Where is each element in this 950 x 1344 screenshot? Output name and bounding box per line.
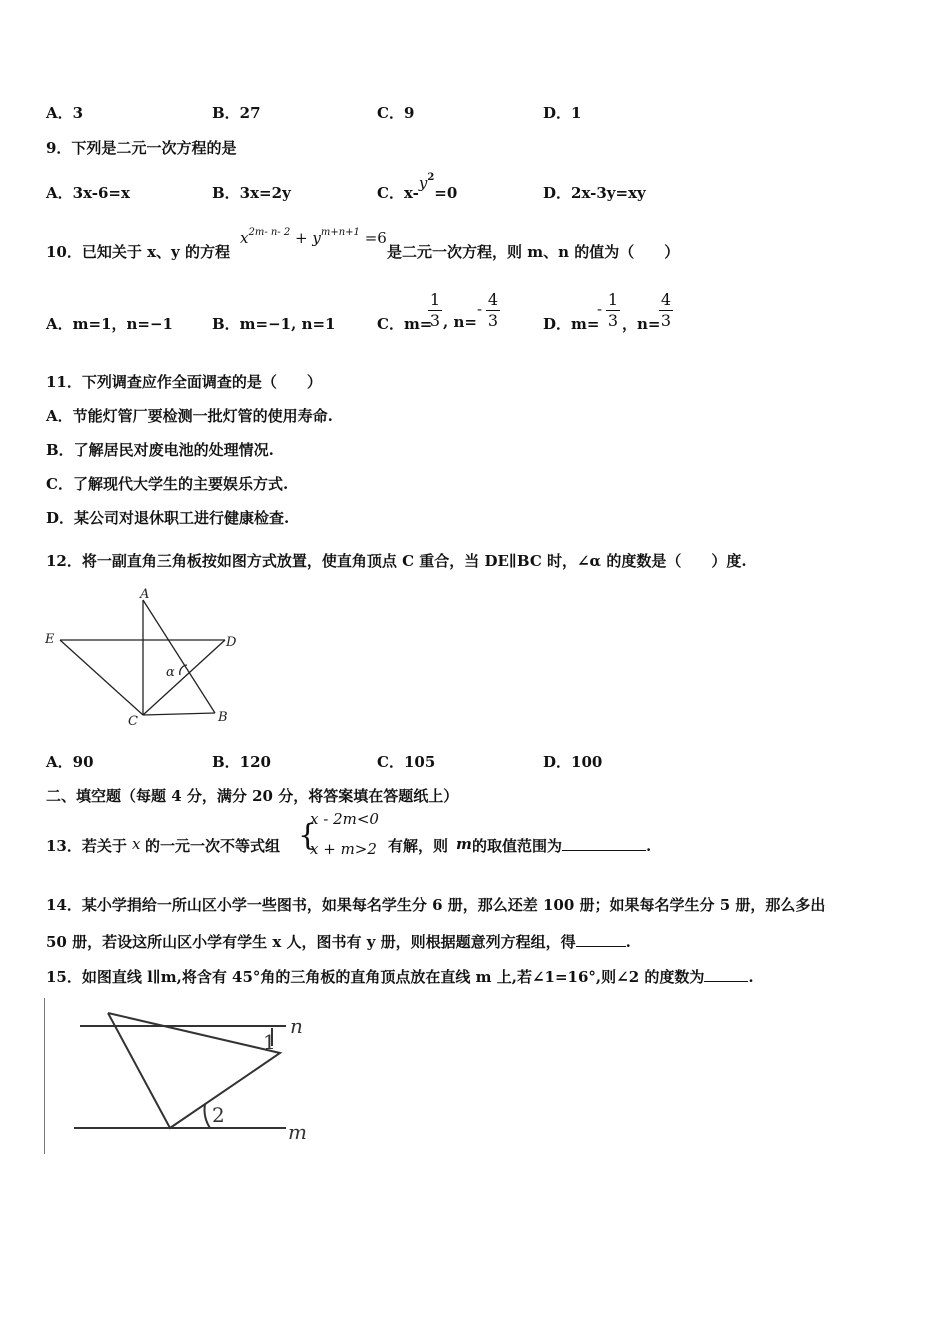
q10-equation: $x^{2m- n- 2} + y^{m+n+1} =6$	[240, 227, 387, 247]
q15-answer-blank[interactable]	[704, 981, 748, 982]
q11-stem: 11．下列调查应作全面调查的是（ ）	[46, 373, 322, 391]
label-b: B	[218, 710, 228, 725]
q10-option-c-fraction-1: 1 3	[429, 290, 441, 330]
triangle-ruler	[108, 1013, 280, 1128]
q10-option-d-fraction-1: 1 3	[607, 290, 619, 330]
q13-stem-mid2: 有解，则	[388, 837, 449, 855]
line-ab	[143, 600, 215, 713]
q10-option-c-prefix: C．m=	[377, 315, 433, 333]
section-2-heading: 二、填空题（每题 4 分，满分 20 分，将答案填在答题纸上）	[46, 787, 459, 805]
label-angle-1: 1	[263, 1030, 276, 1054]
line-ec	[60, 640, 143, 715]
q13-answer-blank[interactable]	[562, 850, 646, 851]
q10-stem-suffix: 是二元一次方程，则 m、n 的值为（ ）	[387, 243, 680, 261]
q10-option-d-prefix: D．m=	[543, 315, 600, 333]
label-d: D	[226, 635, 237, 650]
q13-inequality-2: x + m>2	[310, 840, 377, 858]
label-e: E	[45, 632, 55, 647]
q10-option-c-fraction-2: 4 3	[487, 290, 499, 330]
q15-parallel-lines-figure	[60, 998, 320, 1148]
q8-option-d: D．1	[543, 104, 582, 122]
q9-option-c: C．$x-y^2=0$	[377, 172, 458, 202]
label-n: n	[290, 1014, 303, 1038]
label-alpha: α	[166, 665, 175, 680]
q13-brace: {	[298, 818, 318, 853]
q10-option-b: B．m=−1, n=1	[212, 315, 336, 333]
q11-option-c: C．了解现代大学生的主要娱乐方式.	[46, 475, 289, 493]
q13-var-x: x	[132, 835, 141, 853]
q13-stem-suffix: 的取值范围为 .	[472, 837, 652, 855]
label-angle-2: 2	[212, 1103, 225, 1127]
q10-stem-prefix: 10．已知关于 x、y 的方程	[46, 243, 230, 261]
label-m: m	[288, 1120, 307, 1144]
label-a: A	[140, 587, 150, 602]
q14-line-1: 14．某小学捐给一所山区小学一些图书，如果每名学生分 6 册，那么还差 100 册；如果每名学生分 5 册，那么多出	[46, 896, 826, 914]
q12-triangle-figure	[40, 585, 250, 730]
label-c: C	[128, 714, 138, 729]
q8-option-a: A．3	[46, 104, 84, 122]
q13-stem-prefix: 13．若关于	[46, 837, 127, 855]
figure-margin-line	[44, 998, 45, 1154]
q12-option-a: A．90	[46, 753, 94, 771]
q13-var-m: m	[456, 835, 472, 853]
angle-2-arc	[205, 1104, 210, 1128]
q11-option-b: B．了解居民对废电池的处理情况.	[46, 441, 274, 459]
q9-stem: 9．下列是二元一次方程的是	[46, 139, 237, 157]
q8-option-b: B．27	[212, 104, 261, 122]
q10-option-a: A．m=1，n=−1	[46, 315, 173, 333]
q13-stem-mid: 的一元一次不等式组	[145, 837, 281, 855]
q14-line-2: 50 册，若设这所山区小学有学生 x 人，图书有 y 册，则根据题意列方程组，得 .	[46, 933, 631, 951]
q10-option-d-fraction-2: 4 3	[660, 290, 672, 330]
q10-option-d-sep: ，n=	[622, 315, 661, 333]
q12-stem: 12．将一副直角三角板按如图方式放置，使直角顶点 C 重合，当 DE∥BC 时，∠α 的度数是（ ）度.	[46, 552, 747, 570]
q12-option-c: C．105	[377, 753, 436, 771]
q11-option-a: A．节能灯管厂要检测一批灯管的使用寿命.	[46, 407, 333, 425]
q9-option-d: D．2x-3y=xy	[543, 184, 646, 202]
q12-option-b: B．120	[212, 753, 271, 771]
q10-option-c-sep: , n=	[443, 313, 477, 331]
q9-option-a: A．3x-6=x	[46, 184, 130, 202]
line-cb	[143, 713, 215, 715]
q11-option-d: D．某公司对退休职工进行健康检查.	[46, 509, 290, 527]
q15-stem: 15．如图直线 l∥m,将含有 45°角的三角板的直角顶点放在直线 m 上,若∠1=16°,则∠2 的度数为 .	[46, 968, 754, 986]
line-dc	[143, 640, 225, 715]
q10-option-d-minus: -	[597, 300, 603, 318]
q8-option-c: C．9	[377, 104, 415, 122]
q9-option-b: B．3x=2y	[212, 184, 291, 202]
q12-option-d: D．100	[543, 753, 603, 771]
q13-inequality-1: x - 2m<0	[310, 810, 379, 828]
q10-option-c-minus: -	[477, 300, 483, 318]
q14-answer-blank[interactable]	[576, 946, 626, 947]
